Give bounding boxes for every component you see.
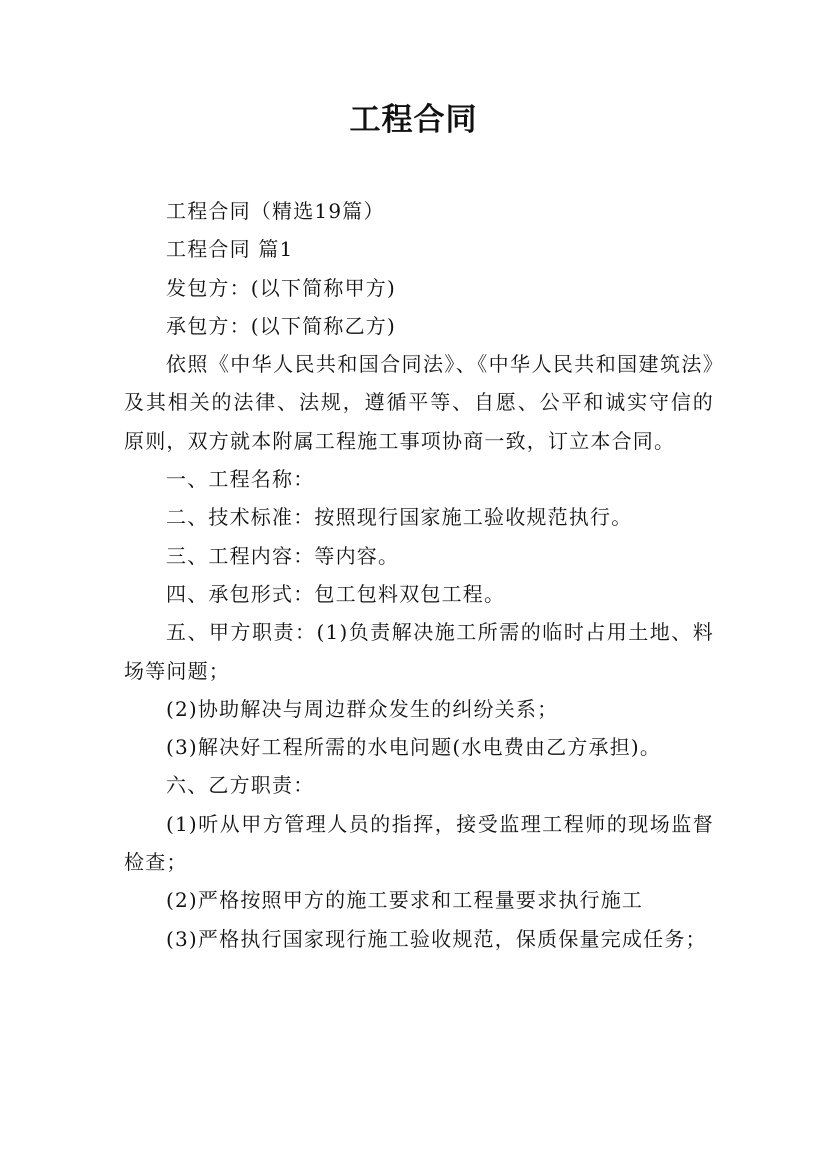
paragraph-clause-2: 二、技术标准：按照现行国家施工验收规范执行。 <box>166 505 633 530</box>
paragraph-clause-4: 四、承包形式：包工包料双包工程。 <box>166 581 506 606</box>
paragraph-clause-3: 三、工程内容：等内容。 <box>166 543 400 568</box>
document-body <box>124 192 714 958</box>
paragraph-clause-5: 五、甲方职责：(1)负责解决施工所需的临时占用土地、料场等问题； <box>124 620 714 683</box>
paragraph-clause-6: 六、乙方职责： <box>166 773 315 798</box>
paragraph-clause-1: 一、工程名称： <box>166 467 315 492</box>
paragraph-section-heading: 工程合同 篇1 <box>166 237 294 262</box>
paragraph-party-a: 发包方：(以下简称甲方) <box>166 275 397 300</box>
paragraph-clause-6-item-1: (1)听从甲方管理人员的指挥，接受监理工程师的现场监督检查； <box>124 811 714 875</box>
paragraph-party-b: 承包方：(以下简称乙方) <box>166 313 397 338</box>
paragraph-subtitle: 工程合同（精选19篇） <box>166 199 385 223</box>
document-title: 工程合同 <box>349 102 478 138</box>
paragraph-clause-6-item-3: (3)严格执行国家现行施工验收规范，保质保量完成任务； <box>166 926 707 951</box>
paragraph-clause-5-item-3: (3)解决好工程所需的水电问题(水电费由乙方承担)。 <box>166 735 662 760</box>
paragraph-clause-6-item-2: (2)严格按照甲方的施工要求和工程量要求执行施工 <box>166 888 644 913</box>
paragraph-clause-5-item-2: (2)协助解决与周边群众发生的纠纷关系； <box>166 696 559 721</box>
paragraph-preamble: 依照《中华人民共和国合同法》、《中华人民共和国建筑法》及其相关的法律、法规，遵循平等、自愿、公平和诚实守信的原则，双方就本附属工程施工事项协商一致，订立本合同。 <box>124 352 714 453</box>
